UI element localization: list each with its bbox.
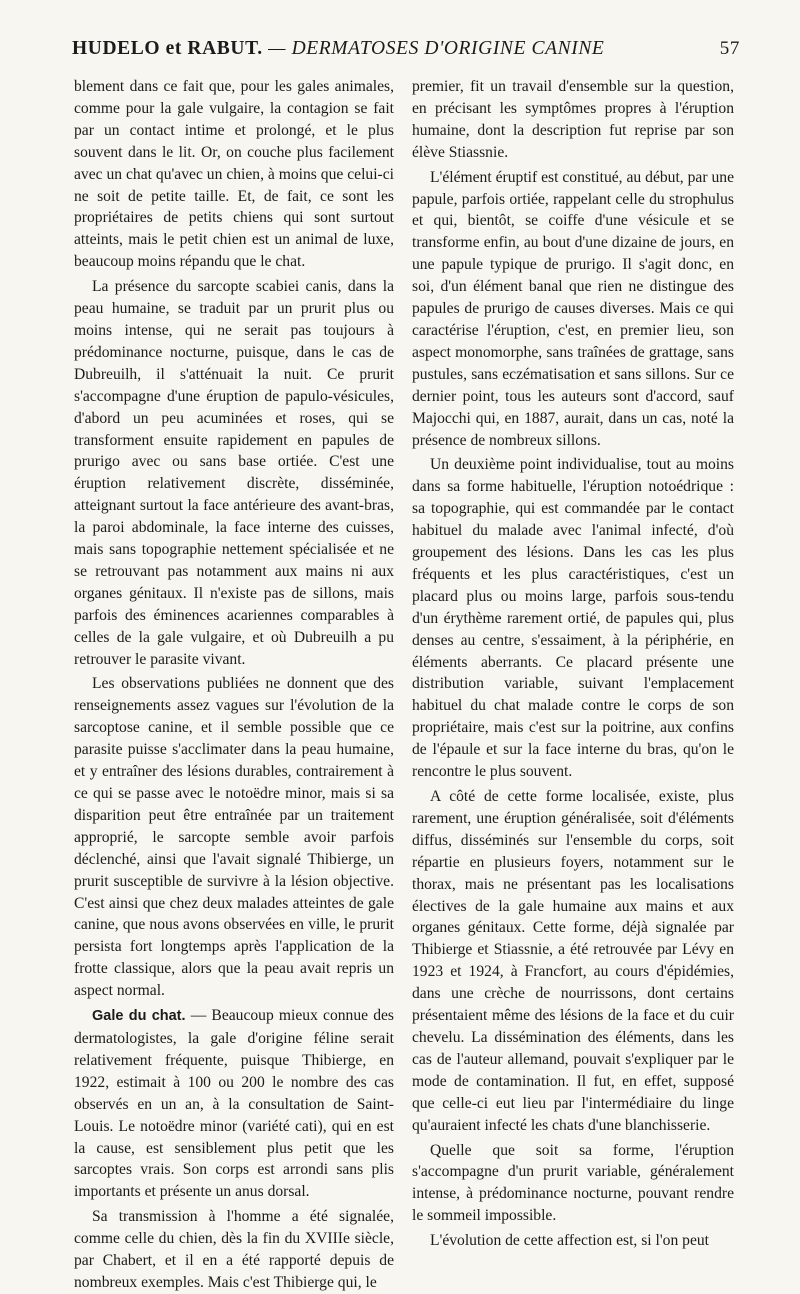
paragraph-text: blement dans ce fait que, pour les gales animales, comme pour la gale vulgaire, la contagion se fait par un contact intime et prolongé, et le plus souvent dans le lit. Or, on couche plus facilement avec un chat qu'avec un chien, à moins que celui-ci ne soit de petite taille. Et, de fait, ce sont les propriétaires de petits chiens qui sont surtout atteints, mais le petit chien est un animal de luxe, beaucoup moins répandu que le chat.	[74, 78, 394, 271]
paragraph	[412, 1230, 734, 1252]
paragraph-text: A côté de cette forme localisée, existe, plus rarement, une éruption généralisée, soit d'éléments diffus, disséminés sur l'ensemble du corps, soit répartie en plusieurs foyers, notamment sur le thorax, mais ne présentant pas les localisations électives de la gale humaine aux mains et aux organes génitaux. Cette forme, déjà signalée par Thibierge et Stiassnie, a été retrouvée par Lévy en 1923 et 1924, à Francfort, au cours d'épidémies, dans une crèche de nourrissons, dont certains présentaient même des lésions de la face et du cuir chevelu. La dissémination des éléments, dans les cas de l'auteur allemand, pouvait s'expliquer par le mode de contamination. Il fut, en effet, supposé que celle-ci eut lieu par l'intermédiaire du linge qu'auraient infecté les chats d'une blanchisserie.	[412, 788, 734, 1134]
right-column	[412, 76, 734, 1252]
paragraph	[74, 1206, 394, 1294]
paragraph	[412, 786, 734, 1137]
section-runin-heading: Gale du chat.	[92, 1008, 186, 1025]
page-number: 57	[719, 38, 740, 59]
header-authors: HUDELO et RABUT.	[72, 38, 263, 59]
header-dash: —	[262, 38, 292, 59]
paragraph-text: Quelle que soit sa forme, l'éruption s'accompagne d'un prurit variable, généralement intense, à prédominance nocturne, pouvant rendre le sommeil impossible.	[412, 1141, 734, 1225]
paragraph	[412, 167, 734, 452]
paragraph-text: La présence du sarcopte scabiei canis, dans la peau humaine, se traduit par un prurit plus ou moins intense, qui ne serait pas toujours à prédominance nocturne, puisque, dans le cas de Dubreuilh, il s'atténuait la nuit. Ce prurit s'accompagne d'une éruption de papulo-vésicules, d'abord un peu acuminées et roses, qui se transforment ensuite rapidement en papules de prurigo avec ou sans base ortiée. C'est une éruption relativement discrète, disséminée, atteignant surtout la face antérieure des avant-bras, la paroi abdominale, la face interne des cuisses, mais sans topographie nettement spécialisée et ne se retrouvant pas notamment aux mains ni aux organes génitaux. Il n'existe pas de sillons, mais parfois des éminences acariennes comparables à celles de la gale vulgaire, et où Dubreuilh a pu retrouver le parasite vivant.	[74, 278, 394, 668]
paragraph	[412, 454, 734, 783]
paragraph	[412, 76, 734, 164]
paragraph-text: premier, fit un travail d'ensemble sur la question, en précisant les symptômes propres à l'éruption humaine, dont la description fut reprise par son élève Stiassnie.	[412, 78, 734, 161]
paragraph-text: Sa transmission à l'homme a été signalée, comme celle du chien, dès la fin du XVIIIe siècle, par Chabert, et il en a été rapporté depuis de nombreux exemples. Mais c'est Thibierge qui, le	[74, 1208, 394, 1291]
paragraph	[74, 1005, 394, 1203]
paragraph-text: — Beaucoup mieux connue des dermatologistes, la gale d'origine féline serait relativement fréquente, puisque Thibierge, en 1922, estimait à 100 ou 200 le nombre des cas observés en un an, à la consultation de Saint-Louis. Le notoëdre minor (variété cati), qui en est la cause, est sensiblement plus petit que les sarcoptes vrais. Son corps est arrondi sans plis importants et présente un anus dorsal.	[74, 1007, 394, 1201]
paragraph	[74, 276, 394, 670]
header-title	[72, 38, 604, 60]
paragraph	[74, 76, 394, 273]
paragraph-text: L'élément éruptif est constitué, au début, par une papule, parfois ortiée, rappelant celle du strophulus et qui, bientôt, se coiffe d'une vésicule et se transforme enfin, au bout d'une dizaine de jours, en une papule typique de prurigo. Il s'agit donc, en soi, d'un élément banal que rien ne distingue des papules de prurigo de causes diverses. Mais ce qui caractérise l'éruption, c'est, en premier lieu, son aspect monomorphe, sans traînées de grattage, sans pustules, sans eczématisation et sans sillons. Sur ce dernier point, tous les auteurs sont d'accord, sauf Majocchi qui, en 1887, aurait, dans un cas, noté la présence de nombreux sillons.	[412, 168, 734, 449]
paragraph-text: L'évolution de cette affection est, si l'on peut	[430, 1232, 710, 1250]
running-header	[72, 38, 740, 68]
paragraph-text: Un deuxième point individualise, tout au moins dans sa forme habituelle, l'éruption notoédrique : sa topographie, qui est commandée par le contact habituel du malade avec l'animal infecté, d'où groupement des lésions. Dans les cas les plus fréquents et les plus caractéristiques, c'est un placard plus ou moins large, parfois sous-tendu d'un érythème rarement ortié, de papules qui, plus denses au centre, s'essaiment, à la périphérie, en éléments aberrants. Ce placard présente une distribution variable, suivant l'emplacement habituel du chat malade contre le corps de son propriétaire, mais c'est sur la poitrine, aux confins de l'épaule et sur la face interne du bras, qu'on le rencontre le plus souvent.	[412, 456, 734, 781]
header-subject: DERMATOSES D'ORIGINE CANINE	[291, 38, 605, 59]
left-column	[74, 76, 394, 1294]
paragraph	[412, 1140, 734, 1228]
paragraph	[74, 673, 394, 1002]
paragraph-text: Les observations publiées ne donnent que des renseignements assez vagues sur l'évolution de la sarcoptose canine, et il semble possible que ce parasite puisse s'acclimater dans la peau humaine, et y entraîner des lésions durables, contrairement à ce qui se passe avec le notoëdre minor, mais si sa disparition peut être entraînée par un traitement approprié, le sarcopte semble avoir parfois déclenché, ainsi que l'avait signalé Thibierge, un prurit susceptible de survivre à la lésion objective. C'est ainsi que chez deux malades atteintes de gale canine, que nous avons observées en ville, le prurit persista fort longtemps après l'application de la frotte classique, alors que la peau avait repris un aspect normal.	[74, 675, 394, 1000]
